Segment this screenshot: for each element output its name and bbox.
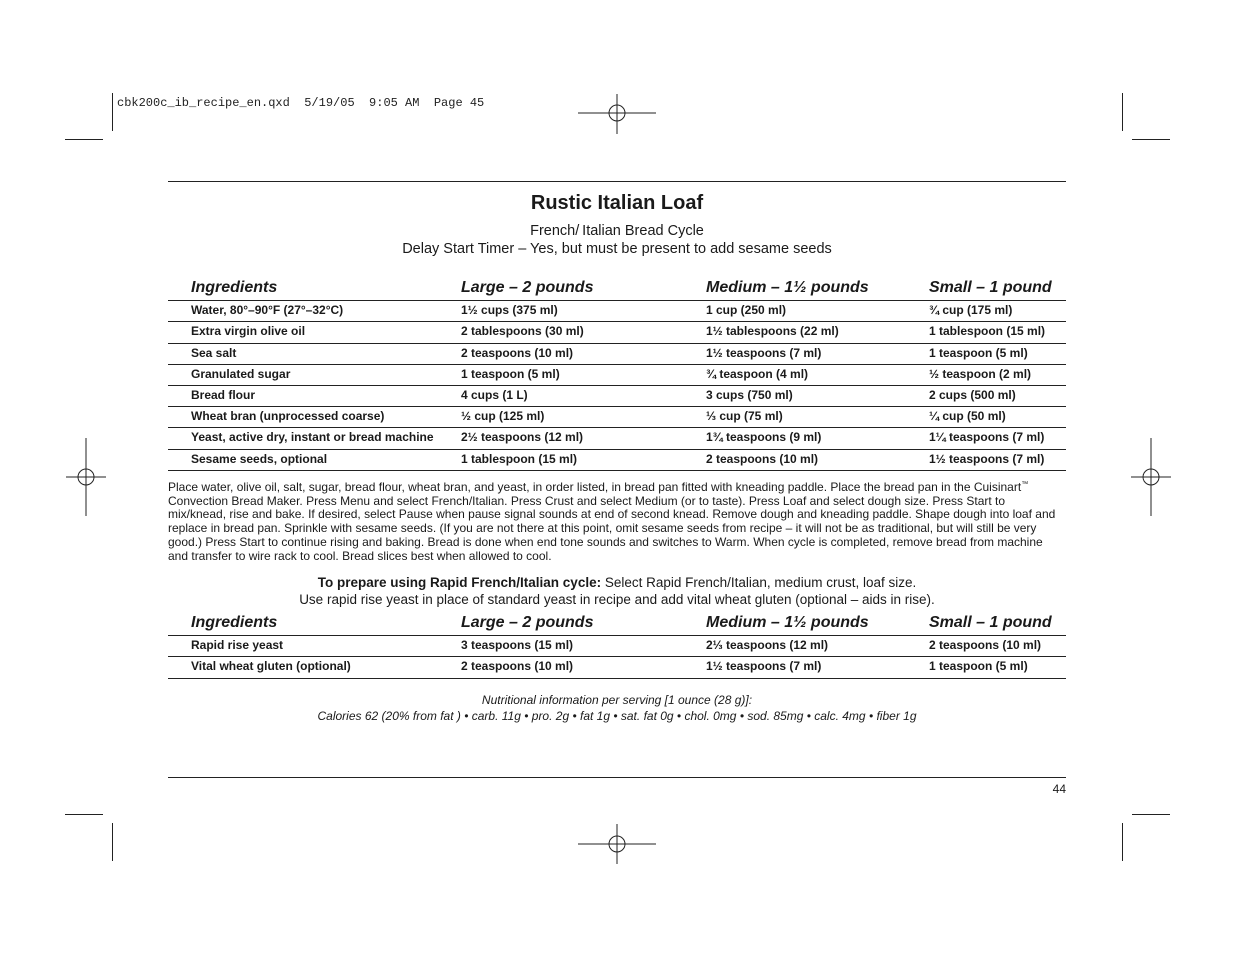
- ingredient-name: Extra virgin olive oil: [191, 324, 306, 338]
- amount-medium: 1¾ teaspoons (9 ml): [706, 430, 822, 444]
- registration-mark-bottom: [578, 824, 656, 864]
- top-rule: [168, 181, 1066, 182]
- header-small: Small – 1 pound: [929, 279, 1052, 296]
- amount-large: 2 teaspoons (10 ml): [461, 659, 574, 673]
- amount-medium: 1 cup (250 ml): [706, 303, 787, 317]
- amount-small: 1 teaspoon (5 ml): [929, 659, 1028, 673]
- header-ingredients: Ingredients: [191, 279, 278, 296]
- ingredient-name: Granulated sugar: [191, 367, 291, 381]
- amount-medium: 1½ teaspoons (7 ml): [706, 346, 822, 360]
- amount-small: 2 teaspoons (10 ml): [929, 638, 1042, 652]
- ingredient-name: Water, 80°–90°F (27°–32°C): [191, 303, 344, 317]
- file-slug: cbk200c_ib_recipe_en.qxd 5/19/05 9:05 AM Page 45: [117, 96, 485, 110]
- nutrition-values: Calories 62 (20% from fat ) • carb. 11g • pro. 2g • fat 1g • sat. fat 0g • chol. 0mg • sod. 85mg • calc. 4mg • fiber 1g: [317, 709, 917, 723]
- amount-large: 2½ teaspoons (12 ml): [461, 430, 584, 444]
- delay-timer-note: Delay Start Timer – Yes, but must be present to add sesame seeds: [402, 241, 832, 257]
- ingredient-name: Wheat bran (unprocessed coarse): [191, 409, 385, 423]
- amount-medium: 1½ teaspoons (7 ml): [706, 659, 822, 673]
- header-medium: Medium – 1½ pounds: [706, 614, 869, 631]
- amount-small: ¼ cup (50 ml): [929, 409, 1006, 423]
- amount-medium: ⅓ cup (75 ml): [706, 409, 783, 423]
- amount-large: 1 teaspoon (5 ml): [461, 367, 560, 381]
- amount-small: 1 teaspoon (5 ml): [929, 346, 1028, 360]
- amount-large: 1½ cups (375 ml): [461, 303, 558, 317]
- ingredient-name: Rapid rise yeast: [191, 638, 284, 652]
- amount-large: 1 tablespoon (15 ml): [461, 452, 578, 466]
- amount-small: 1 tablespoon (15 ml): [929, 324, 1046, 338]
- amount-large: 2 tablespoons (30 ml): [461, 324, 584, 338]
- instructions-paragraph: Place water, olive oil, salt, sugar, bread flour, wheat bran, and yeast, in order listed, in bread pan fitted with kneading paddle. Place the bread pan in the Cuisinart™ Convection Bread Maker. Press Menu and select French/Italian. Press Crust and select Medium (or to taste). Press Loaf and select dough size. Press Start to mix/knead, rise and bake. If desired, select Pause when pause signal sounds at end of second knead. Remove dough and kneading paddle. Shape dough into loaf and replace in bread pan. Sprinkle with sesame seeds. (If you are not there at this point, omit sesame seeds from recipe – it will not be as traditional, but will still be very good.) Press Start to continue rising and baking. Bread is done when end tone sounds and switches to Warm. When cycle is completed, remove bread from machine and transfer to wire rack to cool. Bread slices best when allowed to cool.: [168, 480, 1056, 563]
- page-number: 44: [1052, 782, 1066, 796]
- header-small: Small – 1 pound: [929, 614, 1052, 631]
- header-medium: Medium – 1½ pounds: [706, 279, 869, 296]
- rapid-yeast-note: Use rapid rise yeast in place of standard yeast in recipe and add vital wheat gluten (optional – aids in rise).: [299, 592, 935, 607]
- header-large: Large – 2 pounds: [461, 614, 594, 631]
- amount-medium: 2 teaspoons (10 ml): [706, 452, 819, 466]
- header-large: Large – 2 pounds: [461, 279, 594, 296]
- amount-medium: ¾ teaspoon (4 ml): [706, 367, 809, 381]
- amount-small: 1½ teaspoons (7 ml): [929, 452, 1045, 466]
- amount-small: 1¼ teaspoons (7 ml): [929, 430, 1045, 444]
- recipe-title: Rustic Italian Loaf: [530, 192, 704, 214]
- amount-large: 2 teaspoons (10 ml): [461, 346, 574, 360]
- amount-medium: 2⅓ teaspoons (12 ml): [706, 638, 829, 652]
- amount-medium: 3 cups (750 ml): [706, 388, 793, 402]
- ingredient-name: Sea salt: [191, 346, 237, 360]
- registration-mark-top: [578, 94, 656, 134]
- amount-large: ½ cup (125 ml): [461, 409, 545, 423]
- rapid-cycle-note: To prepare using Rapid French/Italian cycle: Select Rapid French/Italian, medium crust, loaf size.: [317, 575, 917, 590]
- amount-small: ½ teaspoon (2 ml): [929, 367, 1032, 381]
- registration-mark-left: [66, 438, 106, 516]
- ingredient-name: Sesame seeds, optional: [191, 452, 328, 466]
- ingredient-name: Yeast, active dry, instant or bread machine: [191, 430, 434, 444]
- amount-small: 2 cups (500 ml): [929, 388, 1016, 402]
- header-ingredients: Ingredients: [191, 614, 278, 631]
- ingredient-name: Vital wheat gluten (optional): [191, 659, 351, 673]
- registration-mark-right: [1131, 438, 1171, 516]
- amount-medium: 1½ tablespoons (22 ml): [706, 324, 839, 338]
- nutrition-title: Nutritional information per serving [1 ounce (28 g)]:: [481, 693, 753, 707]
- amount-large: 3 teaspoons (15 ml): [461, 638, 574, 652]
- bottom-rule: [168, 777, 1066, 778]
- cycle-subtitle: French/ Italian Bread Cycle: [530, 223, 704, 239]
- amount-large: 4 cups (1 L): [461, 388, 528, 402]
- amount-small: ¾ cup (175 ml): [929, 303, 1013, 317]
- ingredient-name: Bread flour: [191, 388, 256, 402]
